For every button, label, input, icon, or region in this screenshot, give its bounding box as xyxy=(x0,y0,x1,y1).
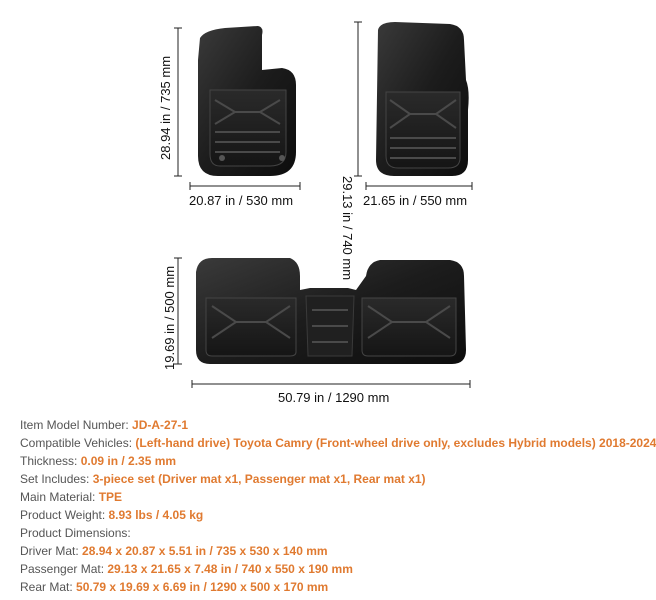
driver-height-label: 28.94 in / 735 mm xyxy=(158,55,173,160)
spec-value: 8.93 lbs / 4.05 kg xyxy=(108,508,204,522)
spec-compatible-vehicles xyxy=(20,436,656,451)
passenger-width-label: 21.65 in / 550 mm xyxy=(363,193,468,208)
spec-label: Compatible Vehicles: xyxy=(20,436,136,450)
rear-width-label: 50.79 in / 1290 mm xyxy=(278,390,390,405)
spec-main-material xyxy=(20,490,122,505)
passenger-mat xyxy=(376,22,469,176)
spec-model-number xyxy=(20,418,188,433)
passenger-height-label: 29.13 in / 740 mm xyxy=(340,176,355,281)
driver-width-label: 20.87 in / 530 mm xyxy=(189,193,294,208)
spec-label: Main Material: xyxy=(20,490,99,504)
spec-rear-mat xyxy=(20,580,328,595)
spec-label: Product Dimensions: xyxy=(20,526,131,540)
spec-value: 0.09 in / 2.35 mm xyxy=(80,454,177,468)
spec-label: Passenger Mat: xyxy=(20,562,108,576)
spec-value: 28.94 x 20.87 x 5.51 in / 735 x 530 x 140 mm xyxy=(82,544,328,558)
spec-driver-mat xyxy=(20,544,328,559)
spec-value: JD-A-27-1 xyxy=(132,418,189,432)
spec-product-dimensions xyxy=(20,526,131,541)
spec-value: 50.79 x 19.69 x 6.69 in / 1290 x 500 x 170 mm xyxy=(76,580,329,594)
spec-value: TPE xyxy=(98,490,123,504)
spec-value-extra: Toyota Camry (Front-wheel drive only, excludes Hybrid models) 2018-2024 xyxy=(230,436,656,450)
spec-label: Driver Mat: xyxy=(20,544,83,558)
spec-thickness xyxy=(20,454,176,469)
driver-mat xyxy=(198,26,296,176)
spec-value: 3-piece set (Driver mat x1, Passenger mat x1, Rear mat x1) xyxy=(92,472,426,486)
rear-height-label: 19.69 in / 500 mm xyxy=(162,265,177,370)
spec-set-includes xyxy=(20,472,426,487)
spec-passenger-mat xyxy=(20,562,353,577)
spec-label: Rear Mat: xyxy=(20,580,77,594)
spec-value: 29.13 x 21.65 x 7.48 in / 740 x 550 x 190 mm xyxy=(107,562,353,576)
spec-label: Set Includes: xyxy=(20,472,93,486)
spec-label: Product Weight: xyxy=(20,508,109,522)
spec-label: Item Model Number: xyxy=(20,418,133,432)
spec-label: Thickness: xyxy=(20,454,81,468)
spec-product-weight xyxy=(20,508,203,523)
rear-mat xyxy=(196,258,466,364)
spec-value: (Left-hand drive) xyxy=(135,436,231,450)
